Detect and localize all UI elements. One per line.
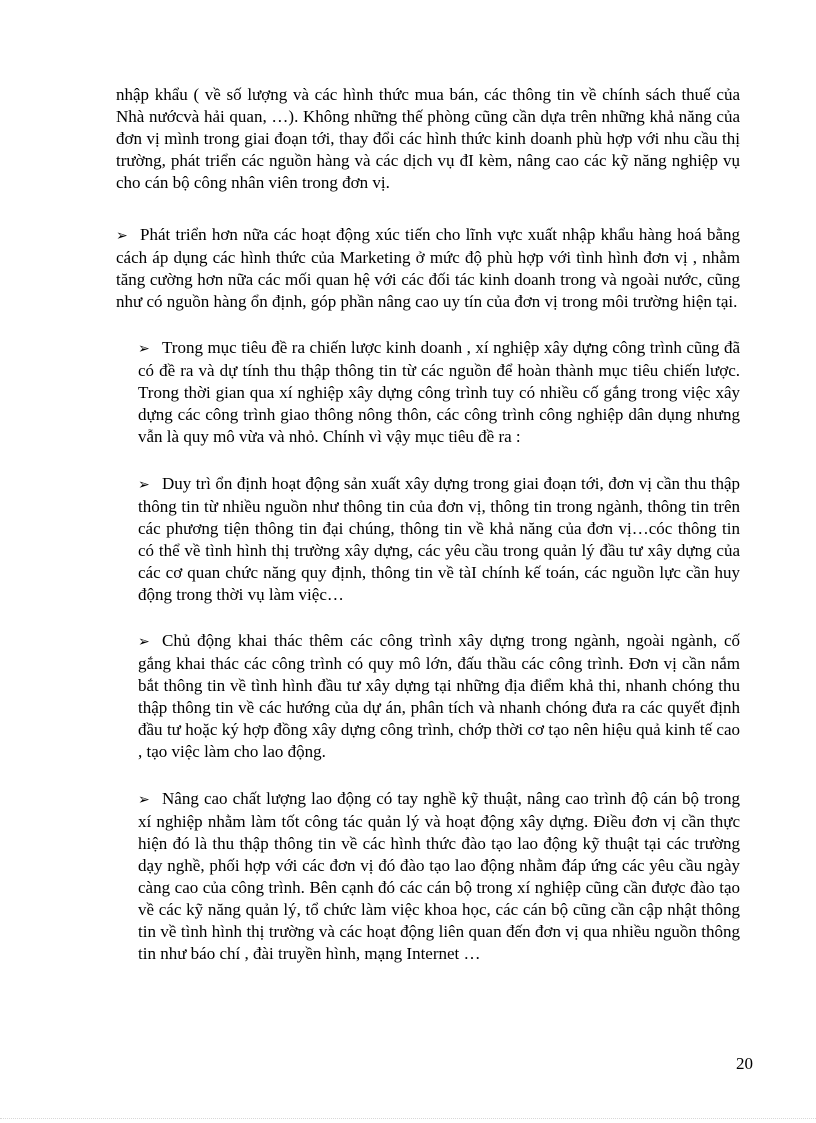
arrow-bullet-icon: ➢ [138, 477, 150, 493]
paragraph-text: Phát triển hơn nữa các hoạt động xúc tiến cho lĩnh vực xuất nhập khẩu hàng hoá bằng cách áp dụng các hình thức của Marketing ở mức độ phù hợp với tình hình đơn vị , nhằm tăng cường hơn nữa các mối quan hệ với các đối tác kinh doanh trong và ngoài nước, cũng như có nguồn hàng ổn định, góp phần nâng cao uy tín của đơn vị trong môi trường hiện tại. [116, 225, 740, 311]
arrow-bullet-icon: ➢ [138, 341, 150, 357]
paragraph-text: Trong mục tiêu đề ra chiến lược kinh doanh , xí nghiệp xây dựng công trình cũng đã có đề ra và dự tính thu thập thông tin từ các nguồn để hoàn thành mục tiêu chiến lược. Trong thời gian qua xí nghiệp xây dựng công trình tuy có nhiều cố gắng trong việc xây dựng các công trình giao thông nông thôn, các công trình công nghiệp dân dụng nhưng vẫn là quy mô vừa và nhỏ. Chính vì vậy mục tiêu đề ra : [138, 338, 740, 446]
body-paragraph [116, 84, 740, 194]
bullet-paragraph [138, 337, 740, 448]
bullet-paragraph [138, 473, 740, 606]
arrow-bullet-icon: ➢ [138, 634, 150, 650]
paragraph-text: Nâng cao chất lượng lao động có tay nghề kỹ thuật, nâng cao trình độ cán bộ trong xí nghiệp nhằm làm tốt công tác quản lý và hoạt động xây dựng. Điều đơn vị cần thực hiện đó là thu thập thông tin về các hình thức đào tạo lao động kỹ thuật tại các trường dạy nghề, phối hợp với các đơn vị đó đào tạo lao động nhằm đáp ứng các yêu cầu ngày càng cao của công trình. Bên cạnh đó các cán bộ trong xí nghiệp cũng cần được đào tạo về các kỹ năng quản lý, tổ chức làm việc khoa học, các cán bộ cũng cần cập nhật thông tin về tình hình thị trường và các hoạt động liên quan đến đơn vị qua nhiều nguồn thông tin như báo chí , đài truyền hình, mạng Internet … [138, 789, 740, 963]
paragraph-text: Chủ động khai thác thêm các công trình xây dựng trong ngành, ngoài ngành, cố gắng khai thác các công trình có quy mô lớn, đấu thầu các công trình. Đơn vị cần nắm bắt thông tin về tình hình đầu tư xây dựng tại những địa điểm khả thi, nhanh chóng thu thập thông tin về các hướng của dự án, phân tích và nhanh chóng đưa ra các quyết định đầu tư hoặc ký hợp đồng xây dựng công trình, chớp thời cơ tạo nên hiệu quả kinh tế cao , tạo việc làm cho lao động. [138, 631, 740, 761]
bullet-paragraph [138, 630, 740, 763]
bullet-paragraph [116, 224, 740, 313]
page-number: 20 [736, 1054, 753, 1073]
paragraph-text: Duy trì ổn định hoạt động sản xuất xây dựng trong giai đoạn tới, đơn vị cần thu thập thông tin từ nhiều nguồn như thông tin của đơn vị, thông tin trong ngành, thông tin trên các phương tiện thông tin đại chúng, thông tin về khả năng của đơn vị…cóc thông tin có thể về tình hình thị trường xây dựng, các yêu cầu trong quản lý đầu tư xây dựng của các cơ quan chức năng quy định, thông tin về tàI chính kế toán, các nguồn lực cần huy động trong thời vụ làm việc… [138, 474, 740, 604]
page-bottom-divider [0, 1118, 816, 1119]
arrow-bullet-icon: ➢ [138, 792, 150, 808]
arrow-bullet-icon: ➢ [116, 228, 128, 244]
bullet-paragraph [138, 788, 740, 965]
paragraph-text: nhập khẩu ( về số lượng và các hình thức mua bán, các thông tin về chính sách thuế của Nhà nướcvà hải quan, …). Không những thế phòng cũng cần dựa trên những khả năng của đơn vị mình trong giai đoạn tới, thay đổi các hình thức kinh doanh phù hợp với nhu cầu thị trường, phát triển các nguồn hàng và các dịch vụ đI kèm, nâng cao các kỹ năng nghiệp vụ cho cán bộ công nhân viên trong đơn vị. [116, 85, 740, 192]
